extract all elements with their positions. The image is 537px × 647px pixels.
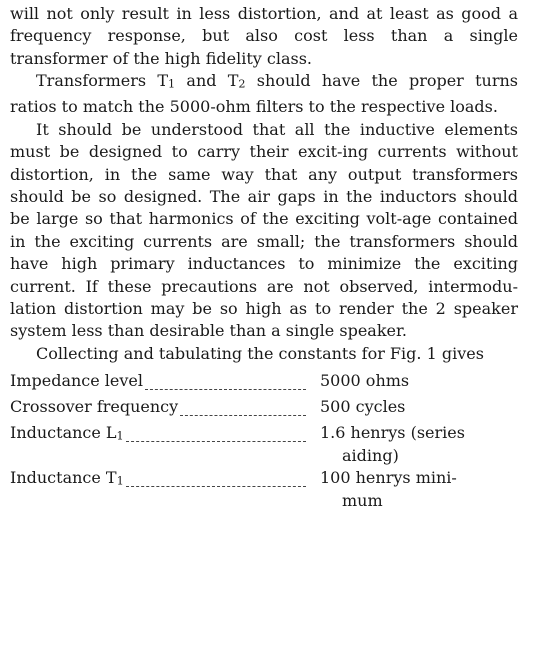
value-text: 100 henrys mini-: [320, 468, 457, 488]
label-text: Impedance level: [10, 371, 144, 391]
value-text: 5000 ohms: [320, 371, 410, 391]
paragraph-3: [10, 119, 518, 343]
text-line: these precautions are not observed, intermodu-: [107, 276, 518, 296]
text-line: 2 speaker system less than desirable than a single: [10, 298, 518, 341]
text-line: turns ratios to match the 5000-ohm filters to the: [10, 71, 518, 117]
text-line: than a single transformer of the high fidelity: [10, 26, 518, 68]
dot-leader: [180, 415, 306, 416]
text-line: should have the proper: [245, 71, 464, 91]
text-line: will not only result in less distortion, and at least: [10, 4, 429, 23]
subscript: 2: [238, 77, 246, 91]
text-line: 1 gives: [426, 343, 484, 363]
text-line: respective loads.: [361, 97, 498, 117]
text-line: inductances to minimize the exciting current. If: [10, 254, 518, 296]
text-line: age contained in the exciting currents are small;: [10, 209, 518, 251]
label-text: Inductance L: [10, 423, 117, 443]
label-text: Inductance T: [10, 468, 117, 488]
text-line: that any output transformers should be so: [10, 164, 518, 206]
paragraph-4: [10, 343, 518, 365]
text-line: It should be understood that all the inductive: [36, 119, 435, 139]
value-continuation: mum: [342, 490, 383, 510]
value-text: 500 cycles: [320, 397, 406, 417]
text-line: be large so that harmonics of the exciting volt-: [10, 209, 403, 229]
table-row: [10, 422, 518, 467]
document-page: [10, 3, 518, 512]
label-text: Crossover frequency: [10, 397, 179, 417]
text-line: class.: [266, 48, 312, 68]
text-line: as good a frequency response, but also cost less: [10, 4, 518, 46]
subscript: 1: [168, 77, 176, 91]
table-row: [10, 396, 518, 422]
text-line: speaker.: [339, 321, 407, 341]
row-label: [10, 396, 310, 422]
row-value: [310, 422, 518, 467]
dot-leader: [126, 441, 306, 442]
text-line: the transformers should have high primary: [10, 231, 518, 274]
text-line: ing currents without distortion, in the same way: [10, 142, 518, 184]
text-line: lation distortion may be so high as to render the: [10, 298, 428, 318]
paragraph-2: [10, 70, 518, 118]
row-value: [310, 396, 518, 418]
subscript: 1: [116, 474, 124, 488]
row-label: [10, 370, 310, 396]
table-row: [10, 370, 518, 396]
row-label: [10, 467, 310, 493]
row-value: [310, 467, 518, 512]
text-line: elements must be designed to carry their excit-: [10, 119, 519, 162]
subscript: 1: [116, 430, 124, 443]
text-line: and T: [175, 71, 239, 91]
row-label: [10, 422, 310, 448]
text-line: designed. The air gaps in the inductors should: [123, 186, 518, 206]
dot-leader: [145, 389, 306, 390]
paragraph-1: [10, 3, 518, 70]
dot-leader: [126, 486, 306, 487]
value-text: 1.6 henrys (series: [320, 423, 465, 443]
constants-table: [10, 370, 518, 512]
table-row: [10, 467, 518, 512]
value-continuation: aiding): [342, 445, 399, 465]
text-line: Transformers T: [36, 71, 169, 91]
row-value: [310, 370, 518, 392]
text-line: Collecting and tabulating the constants for Fig.: [36, 343, 422, 363]
